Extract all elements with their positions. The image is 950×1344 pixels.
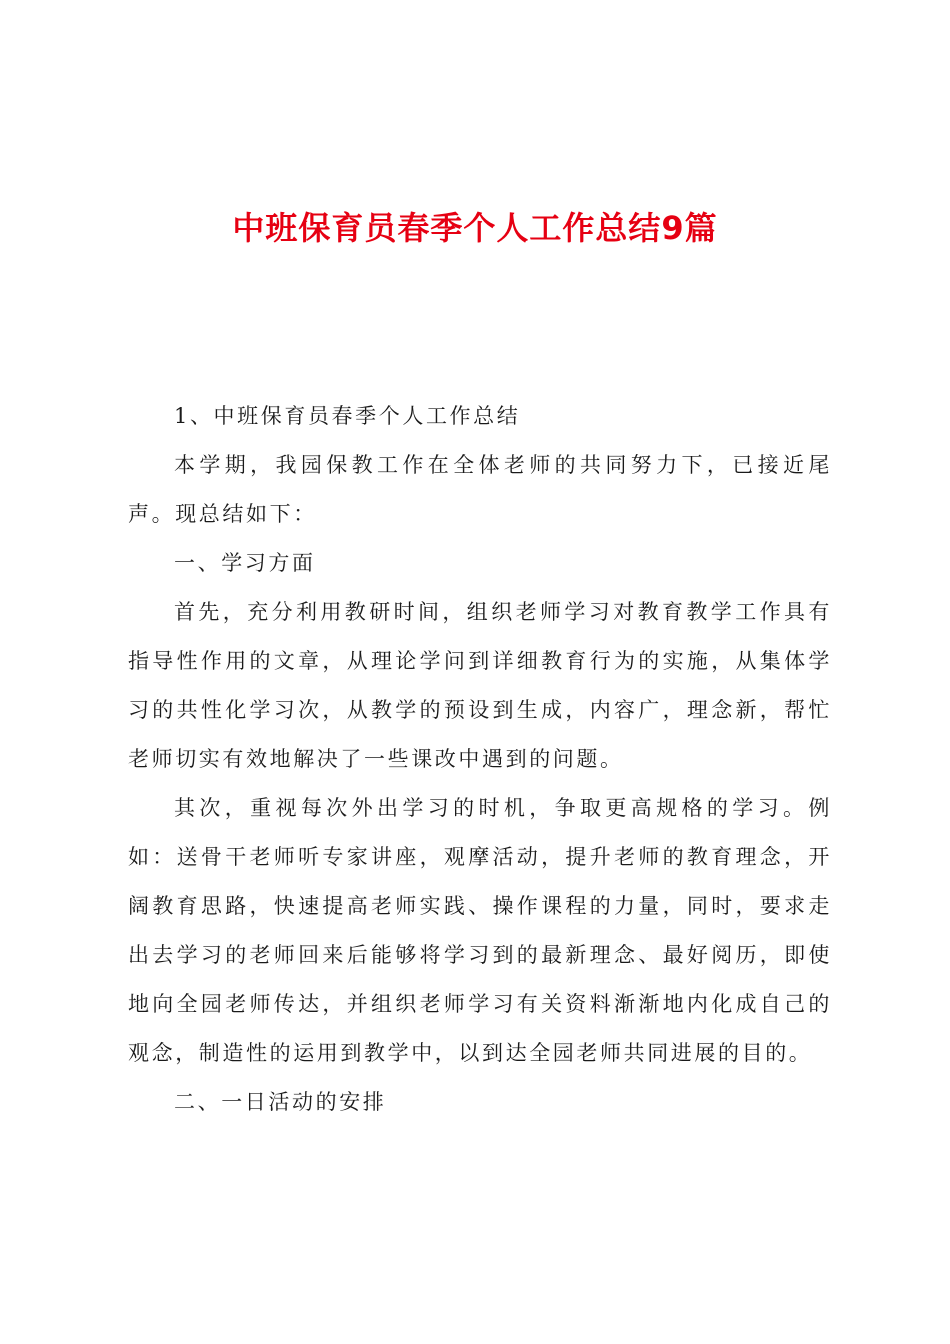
section-heading-1: 1、中班保育员春季个人工作总结 [174,404,521,428]
paragraph-intro: 本学期，我园保教工作在全体老师的共同努力下，已接近尾声。现总结如下： [128,453,832,526]
section-heading-study: 一、学习方面 [174,551,316,575]
paragraph-study-first: 首先，充分利用教研时间，组织老师学习对教育教学工作具有指导性作用的文章，从理论学问到详细教育行为的实施，从集体学习的共性化学习次，从教学的预设到生成，内容广，理念新，帮忙老师切实有效地解决了一些课改中遇到的问题。 [128,600,832,771]
paragraph-study-second: 其次，重视每次外出学习的时机，争取更高规格的学习。例如：送骨干老师听专家讲座，观摩活动，提升老师的教育理念，开阔教育思路，快速提高老师实践、操作课程的力量，同时，要求走出去学习的老师回来后能够将学习到的最新理念、最好阅历，即使地向全园老师传达，并组织老师学习有关资料渐渐地内化成自己的观念，制造性的运用到教学中，以到达全园老师共同进展的目的。 [128,796,832,1065]
section-heading-daily: 二、一日活动的安排 [174,1090,387,1114]
document-title: 中班保育员春季个人工作总结9篇 [232,209,718,247]
document-body [128,392,832,1127]
